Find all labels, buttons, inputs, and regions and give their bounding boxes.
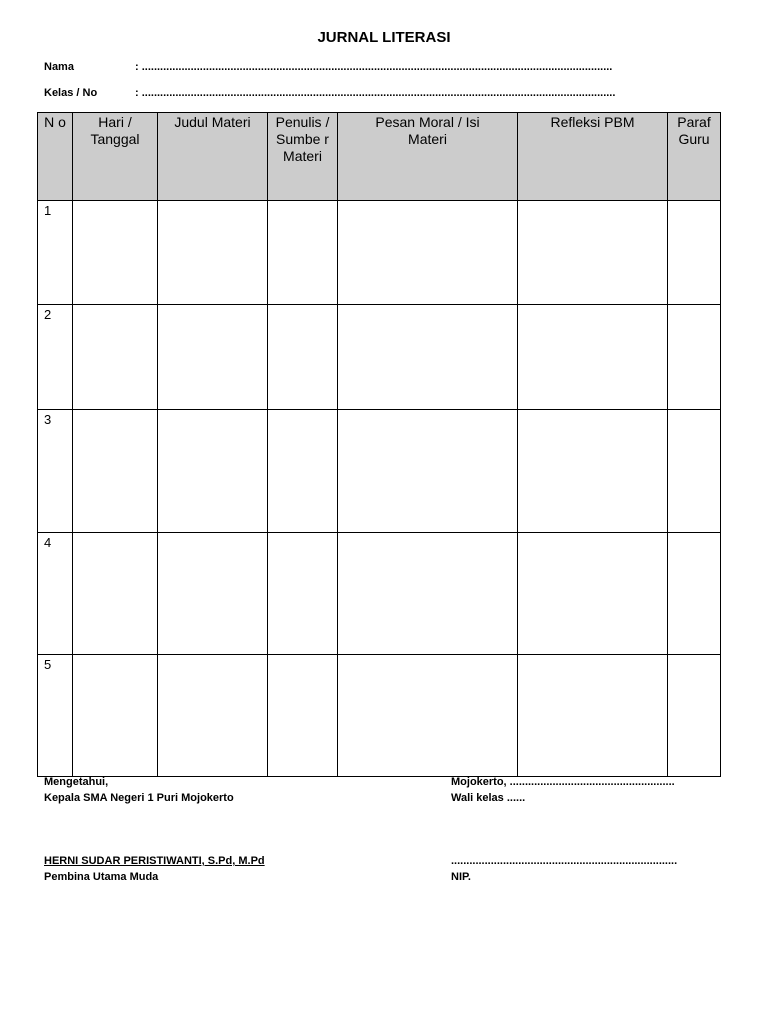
- table-row: [38, 410, 721, 533]
- kepala-sekolah-rank: Pembina Utama Muda: [44, 871, 159, 883]
- cell-refleksi[interactable]: [518, 655, 668, 777]
- table-row: [38, 655, 721, 777]
- cell-judul-materi[interactable]: [158, 655, 268, 777]
- cell-penulis[interactable]: [268, 533, 338, 655]
- table-row: [38, 305, 721, 410]
- cell-paraf[interactable]: [668, 305, 721, 410]
- header-judul-materi: Judul Materi: [158, 113, 268, 201]
- cell-pesan-moral[interactable]: [338, 305, 518, 410]
- cell-pesan-moral[interactable]: [338, 410, 518, 533]
- cell-paraf[interactable]: [668, 201, 721, 305]
- row-number: 2: [38, 305, 73, 410]
- cell-judul-materi[interactable]: [158, 410, 268, 533]
- cell-paraf[interactable]: [668, 533, 721, 655]
- wali-kelas-label: Wali kelas ......: [451, 792, 526, 804]
- header-pesan-moral: Pesan Moral / Isi Materi: [338, 113, 518, 201]
- row-number: 1: [38, 201, 73, 305]
- row-number: 5: [38, 655, 73, 777]
- nama-value: : ..........................................................................................................................................................: [135, 61, 613, 73]
- cell-hari-tanggal[interactable]: [73, 533, 158, 655]
- journal-table: [37, 112, 721, 777]
- cell-refleksi[interactable]: [518, 410, 668, 533]
- row-number: 3: [38, 410, 73, 533]
- cell-pesan-moral[interactable]: [338, 533, 518, 655]
- wali-kelas-name-line: ..........................................................................: [451, 855, 678, 867]
- kelas-field: [44, 87, 724, 99]
- header-no: N o: [38, 113, 73, 201]
- cell-penulis[interactable]: [268, 655, 338, 777]
- mengetahui-label: Mengetahui,: [44, 776, 109, 788]
- kelas-value: : ...........................................................................................................................................................: [135, 87, 616, 99]
- table-row: [38, 201, 721, 305]
- cell-refleksi[interactable]: [518, 201, 668, 305]
- cell-pesan-moral[interactable]: [338, 655, 518, 777]
- cell-refleksi[interactable]: [518, 533, 668, 655]
- cell-judul-materi[interactable]: [158, 533, 268, 655]
- table-row: [38, 533, 721, 655]
- cell-penulis[interactable]: [268, 410, 338, 533]
- cell-penulis[interactable]: [268, 305, 338, 410]
- cell-refleksi[interactable]: [518, 305, 668, 410]
- cell-hari-tanggal[interactable]: [73, 410, 158, 533]
- cell-judul-materi[interactable]: [158, 305, 268, 410]
- header-penulis-sumber: Penulis / Sumbe r Materi: [268, 113, 338, 201]
- cell-judul-materi[interactable]: [158, 201, 268, 305]
- place-date: Mojokerto, ......................................................: [451, 776, 675, 788]
- nip-label: NIP.: [451, 871, 471, 883]
- cell-pesan-moral[interactable]: [338, 201, 518, 305]
- cell-hari-tanggal[interactable]: [73, 655, 158, 777]
- header-hari-tanggal: Hari / Tanggal: [73, 113, 158, 201]
- cell-hari-tanggal[interactable]: [73, 305, 158, 410]
- kelas-label: Kelas / No: [44, 87, 98, 99]
- kepala-sekolah-name: HERNI SUDAR PERISTIWANTI, S.Pd, M.Pd: [44, 855, 265, 867]
- cell-penulis[interactable]: [268, 201, 338, 305]
- cell-paraf[interactable]: [668, 655, 721, 777]
- cell-hari-tanggal[interactable]: [73, 201, 158, 305]
- document-title: JURNAL LITERASI: [317, 29, 451, 46]
- kepala-sekolah-title: Kepala SMA Negeri 1 Puri Mojokerto: [44, 792, 234, 804]
- header-row: [38, 113, 721, 201]
- nama-field: [44, 61, 724, 73]
- nama-label: Nama: [44, 61, 74, 73]
- header-paraf-guru: Paraf Guru: [668, 113, 721, 201]
- row-number: 4: [38, 533, 73, 655]
- header-refleksi-pbm: Refleksi PBM: [518, 113, 668, 201]
- cell-paraf[interactable]: [668, 410, 721, 533]
